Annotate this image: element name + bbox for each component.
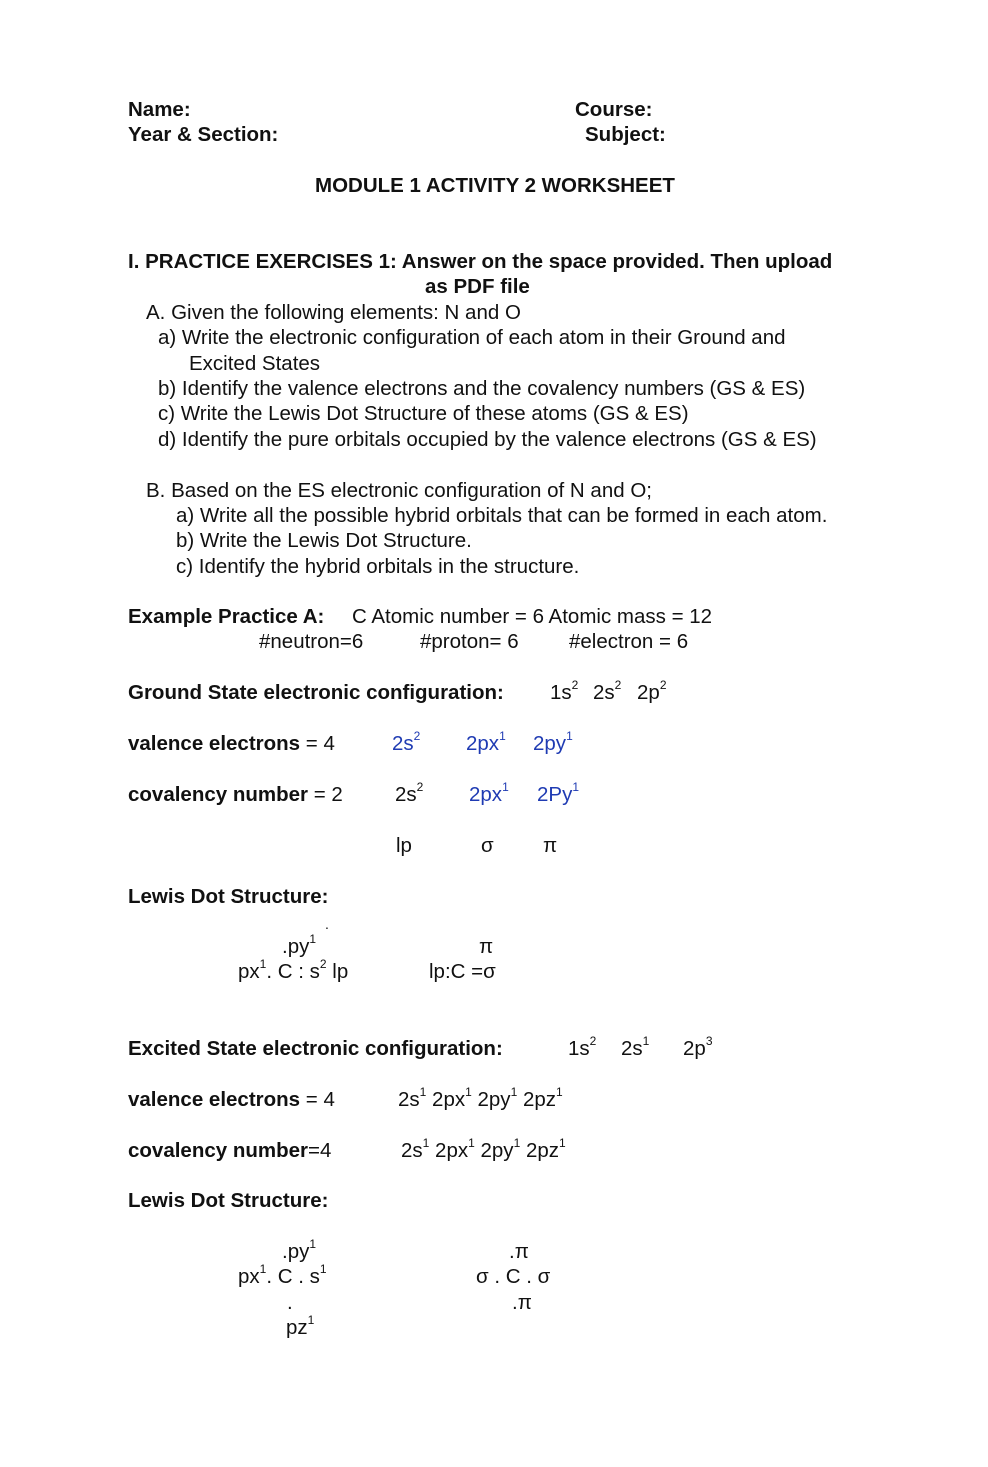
bond-label-pi: π	[543, 834, 558, 857]
excited-config-term: $2s^1$	[621, 1034, 650, 1060]
example-label: Example Practice A:	[128, 605, 325, 628]
part-b-intro: B. Based on the ES electronic configuration of N and O;	[146, 479, 652, 502]
ground-bond-structure: lp:C =σ	[429, 960, 496, 983]
excited-config-term: $2p^3$	[683, 1034, 713, 1060]
section1-heading-cont: as PDF file	[425, 275, 530, 298]
ground-covalency-value: = 2	[308, 783, 343, 806]
excited-covalency-label: covalency number	[128, 1139, 309, 1162]
part-a-item-d: d) Identify the pure orbitals occupied by the valence electrons (GS & ES)	[158, 428, 817, 451]
ground-valence-value: = 4	[300, 732, 335, 755]
part-b-item-a: a) Write all the possible hybrid orbitals that can be formed in each atom.	[176, 504, 828, 527]
example-atomic-line: C Atomic number = 6 Atomic mass = 12	[352, 605, 713, 628]
year-section-label: Year & Section:	[128, 123, 279, 146]
example-neutron: #neutron=6	[259, 630, 364, 653]
excited-lewis-label: Lewis Dot Structure:	[128, 1189, 329, 1212]
excited-covalency-terms: $2s^1$ $2px^1$ $2py^1$ $2pz^1$	[401, 1136, 566, 1162]
excited-hybrid-top: .π	[509, 1240, 529, 1263]
ground-covalency-row	[128, 783, 343, 807]
ground-lewis-dot: .	[325, 916, 329, 932]
ground-valence-label: valence electrons	[128, 732, 301, 755]
excited-valence-row	[128, 1088, 335, 1112]
ground-covalency-term: $2px^1$	[469, 780, 509, 806]
part-b-item-c: c) Identify the hybrid orbitals in the structure.	[176, 555, 580, 578]
excited-lewis-dot: .	[287, 1291, 293, 1314]
excited-hybrid-bottom: .π	[512, 1291, 532, 1314]
part-a-item-c: c) Write the Lewis Dot Structure of these atoms (GS & ES)	[158, 402, 689, 425]
ground-valence-term: $2px^1$	[466, 729, 506, 755]
section1-heading: I. PRACTICE EXERCISES 1: Answer on the space provided. Then upload	[128, 250, 833, 273]
excited-lewis-pz: $pz^1$	[286, 1313, 315, 1339]
ground-config-term: $1s^2$	[550, 678, 579, 704]
ground-lewis-py: $.py^1$	[282, 932, 317, 958]
ground-covalency-term: $2s^2$	[395, 780, 424, 806]
subject-label: Subject:	[585, 123, 666, 146]
excited-valence-terms: $2s^1$ $2px^1$ $2py^1$ $2pz^1$	[398, 1085, 563, 1111]
ground-valence-term: $2py^1$	[533, 729, 573, 755]
ground-config-label: Ground State electronic configuration:	[128, 681, 504, 704]
part-a-item-b: b) Identify the valence electrons and the covalency numbers (GS & ES)	[158, 377, 806, 400]
course-label: Course:	[575, 98, 653, 121]
excited-lewis-structure: $px^1$. C . $s^1$	[238, 1262, 327, 1288]
ground-bond-pi: π	[479, 935, 494, 958]
part-a-item-a-cont: Excited States	[189, 352, 321, 375]
excited-config-label: Excited State electronic configuration:	[128, 1037, 503, 1060]
excited-lewis-py: $.py^1$	[282, 1237, 317, 1263]
ground-covalency-label: covalency number	[128, 783, 309, 806]
example-electron: #electron = 6	[569, 630, 689, 653]
ground-config-term: $2s^2$	[593, 678, 622, 704]
ground-valence-term: $2s^2$	[392, 729, 421, 755]
excited-covalency-value: =4	[308, 1139, 332, 1162]
ground-valence-row	[128, 732, 335, 756]
page-title: MODULE 1 ACTIVITY 2 WORKSHEET	[315, 174, 675, 197]
excited-valence-value: = 4	[300, 1088, 335, 1111]
part-a-intro: A. Given the following elements: N and O	[146, 301, 521, 324]
ground-lewis-label: Lewis Dot Structure:	[128, 885, 329, 908]
part-a-item-a: a) Write the electronic configuration of each atom in their Ground and	[158, 326, 786, 349]
excited-valence-label: valence electrons	[128, 1088, 301, 1111]
excited-hybrid-structure: σ . C . σ	[476, 1265, 551, 1288]
name-label: Name:	[128, 98, 191, 121]
ground-config-term: $2p^2$	[637, 678, 667, 704]
bond-label-lp: lp	[396, 834, 412, 857]
example-proton: #proton= 6	[420, 630, 519, 653]
ground-covalency-term: 2Py$^1$	[537, 780, 580, 806]
part-b-item-b: b) Write the Lewis Dot Structure.	[176, 529, 472, 552]
excited-covalency-row	[128, 1139, 331, 1163]
excited-config-term: $1s^2$	[568, 1034, 597, 1060]
ground-lewis-structure: $px^1$. C : $s^2$ lp	[238, 957, 349, 983]
bond-label-sigma: σ	[481, 834, 494, 857]
